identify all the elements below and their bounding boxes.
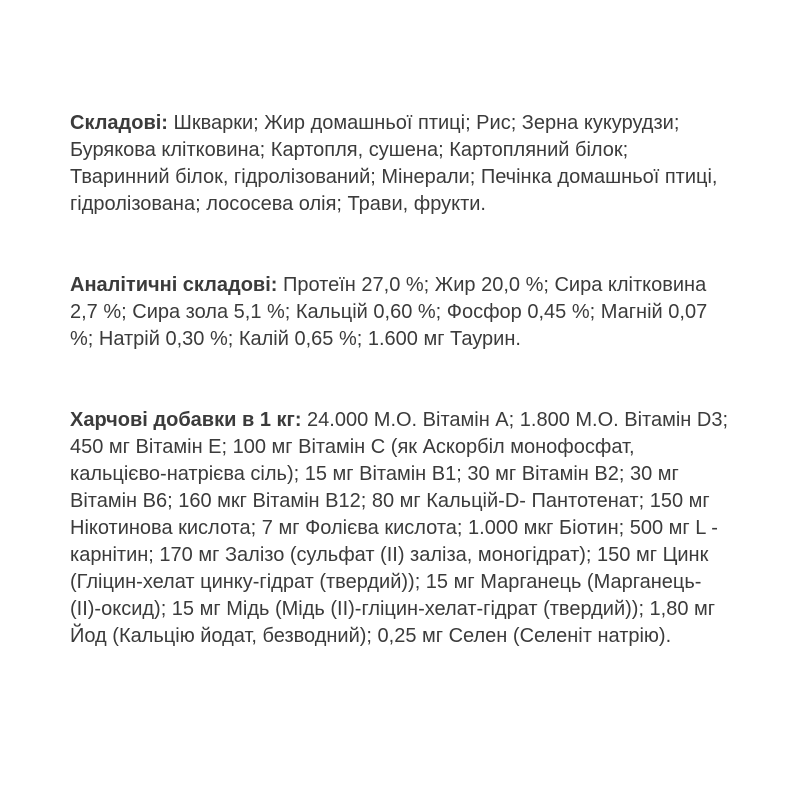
- ingredients-label: Складові:: [70, 112, 168, 134]
- analytical-components-label: Аналітичні складові:: [70, 274, 278, 296]
- analytical-components-text: Протеїн 27,0 %; Жир 20,0 %; Сира клітковина 2,7 %; Сира зола 5,1 %; Кальцій 0,60 %; Фосфор 0,45 %; Магній 0,07 %; Натрій 0,30 %; Калій 0,65 %; 1.600 мг Таурин.: [70, 274, 708, 350]
- nutritional-additives-label: Харчові добавки в 1 кг:: [70, 409, 302, 431]
- analytical-components-paragraph: [70, 272, 730, 353]
- product-composition-block: [70, 110, 730, 650]
- ingredients-paragraph: [70, 110, 730, 218]
- nutritional-additives-text: 24.000 М.О. Вітамін A; 1.800 М.О. Вітамін D3; 450 мг Вітамін E; 100 мг Вітамін C (як Аскорбіл монофосфат, кальцієво-натрієва сіль); 15 мг Вітамін B1; 30 мг Вітамін B2; 30 мг Вітамін B6; 160 мкг Вітамін B12; 80 мг Кальцій-D- Пантотенат; 150 мг Нікотинова кислота; 7 мг Фолієва кислота; 1.000 мкг Біотин; 500 мг L - карнітин; 170 мг Залізо (сульфат (II) заліза, моногідрат); 150 мг Цинк (Гліцин-хелат цинку-гідрат (твердий)); 15 мг Марганець (Марганець-(II)-оксид); 15 мг Мідь (Мідь (II)-гліцин-хелат-гідрат (твердий)); 1,80 мг Йод (Кальцію йодат, безводний); 0,25 мг Селен (Селеніт натрію).: [70, 409, 729, 647]
- ingredients-text: Шкварки; Жир домашньої птиці; Рис; Зерна кукурудзи; Бурякова клітковина; Картопля, сушена; Картопляний білок; Тваринний білок, гідролізований; Мінерали; Печінка домашньої птиці, гідролізована; лососева олія; Трави, фрукти.: [70, 112, 718, 215]
- nutritional-additives-paragraph: [70, 407, 730, 650]
